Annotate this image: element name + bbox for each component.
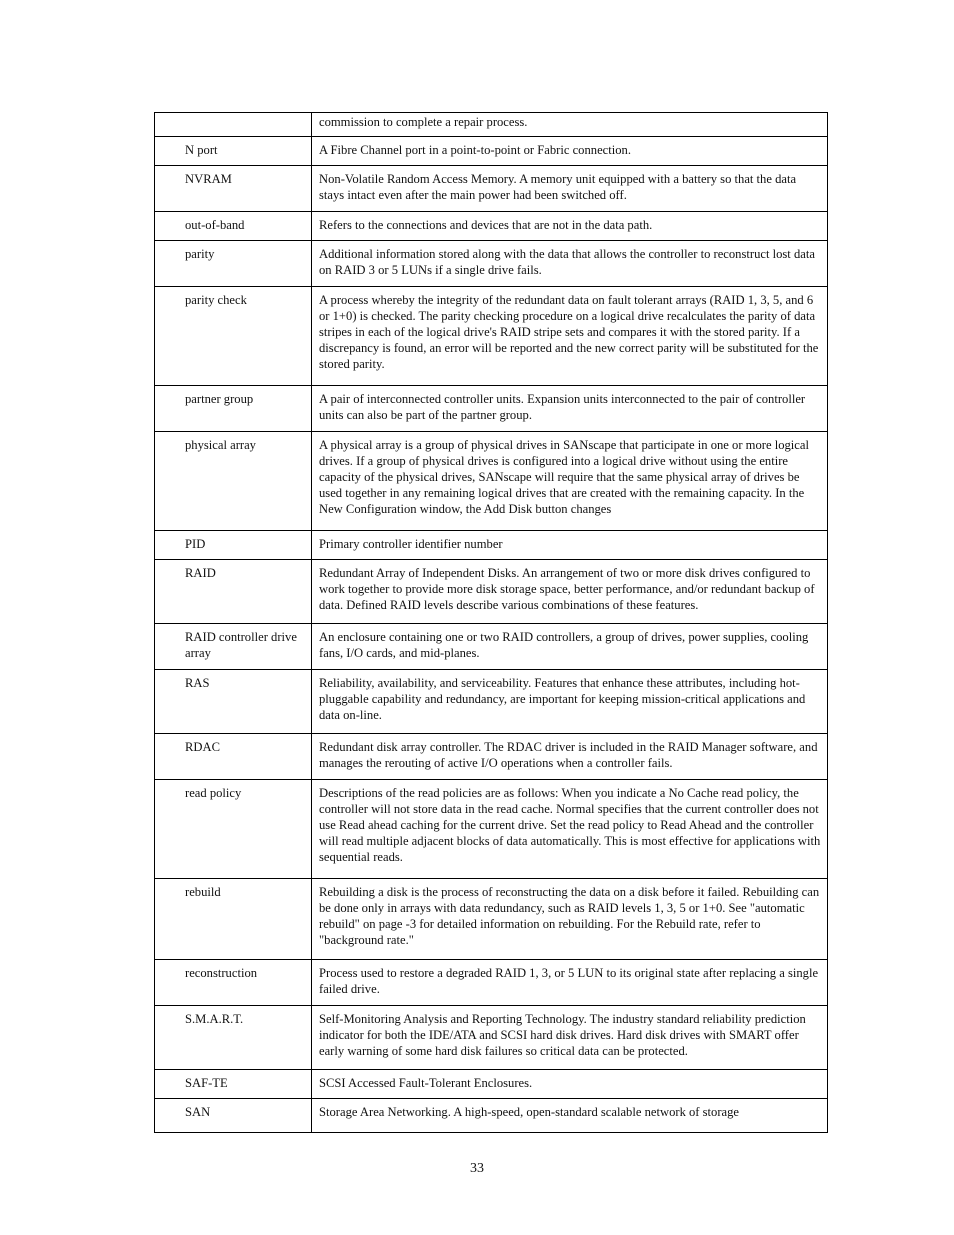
table-row — [155, 212, 828, 241]
glossary-term: physical array — [155, 432, 312, 531]
glossary-term: parity — [155, 240, 312, 286]
table-row — [155, 623, 828, 669]
glossary-term: N port — [155, 137, 312, 166]
glossary-term: read policy — [155, 779, 312, 878]
table-row — [155, 559, 828, 623]
glossary-definition: Storage Area Networking. A high-speed, open-standard scalable network of storage — [319, 1105, 740, 1119]
table-row — [155, 960, 828, 1006]
glossary-term: RAS — [155, 669, 312, 733]
table-row — [155, 113, 828, 137]
glossary-term: NVRAM — [155, 165, 312, 211]
glossary-definition: Non-Volatile Random Access Memory. A memory unit equipped with a battery so that the data stays intact even after the main power had been switched off. — [312, 165, 828, 211]
glossary-definition: Refers to the connections and devices that are not in the data path. — [312, 212, 828, 241]
glossary-term: SAN — [155, 1099, 312, 1133]
glossary-definition: Redundant disk array controller. The RDAC driver is included in the RAID Manager software, and manages the rerouting of active I/O operations when a controller fails. — [312, 733, 828, 779]
glossary-definition: Primary controller identifier number — [312, 531, 828, 560]
glossary-definition: An enclosure containing one or two RAID controllers, a group of drives, power supplies, cooling fans, I/O cards, and mid-planes. — [312, 623, 828, 669]
glossary-term: rebuild — [155, 878, 312, 959]
glossary-term: RAID controller drive array — [155, 623, 312, 669]
table-row — [155, 165, 828, 211]
table-row — [155, 286, 828, 385]
glossary-definition-cell — [312, 1099, 828, 1133]
table-row — [155, 385, 828, 431]
glossary-term: RDAC — [155, 733, 312, 779]
table-row — [155, 240, 828, 286]
table-row — [155, 137, 828, 166]
table-row — [155, 878, 828, 959]
glossary-definition: Rebuilding a disk is the process of reconstructing the data on a disk before it failed. Rebuilding can be done only in arrays with data redundancy, such as RAID levels 1, 3, 5 or 1+0. See "automatic rebuild" on page -3 for detailed information on rebuilding. For the Rebuild rate, refer to "background rate." — [312, 878, 828, 959]
glossary-term: S.M.A.R.T. — [155, 1006, 312, 1070]
table-row — [155, 779, 828, 878]
table-row — [155, 1070, 828, 1099]
glossary-definition: commission to complete a repair process. — [312, 113, 828, 137]
glossary-term: out-of-band — [155, 212, 312, 241]
glossary-definition: Redundant Array of Independent Disks. An arrangement of two or more disk drives configured to work together to provide more disk storage space, better performance, and/or redundant backup of data. Defined RAID levels describe various combinations of these features. — [312, 559, 828, 623]
glossary-definition: Reliability, availability, and serviceability. Features that enhance these attributes, including hot-pluggable capability and redundancy, are important for keeping mission-critical applications and data on-line. — [312, 669, 828, 733]
glossary-definition: Descriptions of the read policies are as follows: When you indicate a No Cache read policy, the controller will not store data in the read cache. Normal specifies that the current controller does not use Read ahead caching for the current drive. Set the read policy to Read Ahead and the controller will read multiple adjacent blocks of data automatically. This is most effective for applications with sequential reads. — [312, 779, 828, 878]
glossary-definition: SCSI Accessed Fault-Tolerant Enclosures. — [312, 1070, 828, 1099]
glossary-definition: Process used to restore a degraded RAID 1, 3, or 5 LUN to its original state after replacing a single failed drive. — [312, 960, 828, 1006]
glossary-term: partner group — [155, 385, 312, 431]
glossary-definition: A pair of interconnected controller units. Expansion units interconnected to the pair of controller units can also be part of the partner group. — [312, 385, 828, 431]
glossary-term — [155, 113, 312, 137]
glossary-definition: A Fibre Channel port in a point-to-point or Fabric connection. — [312, 137, 828, 166]
glossary-table — [154, 112, 828, 1133]
table-row — [155, 432, 828, 531]
glossary-term: reconstruction — [155, 960, 312, 1006]
table-row — [155, 669, 828, 733]
glossary-definition: A process whereby the integrity of the redundant data on fault tolerant arrays (RAID 1, 3, 5, and 6 or 1+0) is checked. The parity checking procedure on a logical drive recalculates the parity of data stripes in each of the logical drive's RAID stripe sets and compares it with the stored parity. If a discrepancy is found, an error will be reported and the new correct parity will be substituted for the stored parity. — [312, 286, 828, 385]
glossary-definition: Self-Monitoring Analysis and Reporting Technology. The industry standard reliability prediction indicator for both the IDE/ATA and SCSI hard disk drives. Hard disk drives with SMART offer early warning of some hard disk failures so critical data can be protected. — [312, 1006, 828, 1070]
glossary-term: RAID — [155, 559, 312, 623]
table-row — [155, 531, 828, 560]
table-row — [155, 1006, 828, 1070]
page-number: 33 — [470, 1161, 484, 1176]
glossary-term: PID — [155, 531, 312, 560]
table-row — [155, 1099, 828, 1133]
glossary-term: SAF-TE — [155, 1070, 312, 1099]
glossary-definition: A physical array is a group of physical drives in SANscape that participate in one or more logical drives. If a group of physical drives is configured into a logical drive without using the entire capacity of the physical drives, SANscape will require that the same physical array of drives be used together in any remaining logical drives that are created with the remaining capacity. In the New Configuration window, the Add Disk button changes — [312, 432, 828, 531]
glossary-definition: Additional information stored along with the data that allows the controller to reconstruct lost data on RAID 3 or 5 LUNs if a single drive fails. — [312, 240, 828, 286]
table-row — [155, 733, 828, 779]
glossary-term: parity check — [155, 286, 312, 385]
